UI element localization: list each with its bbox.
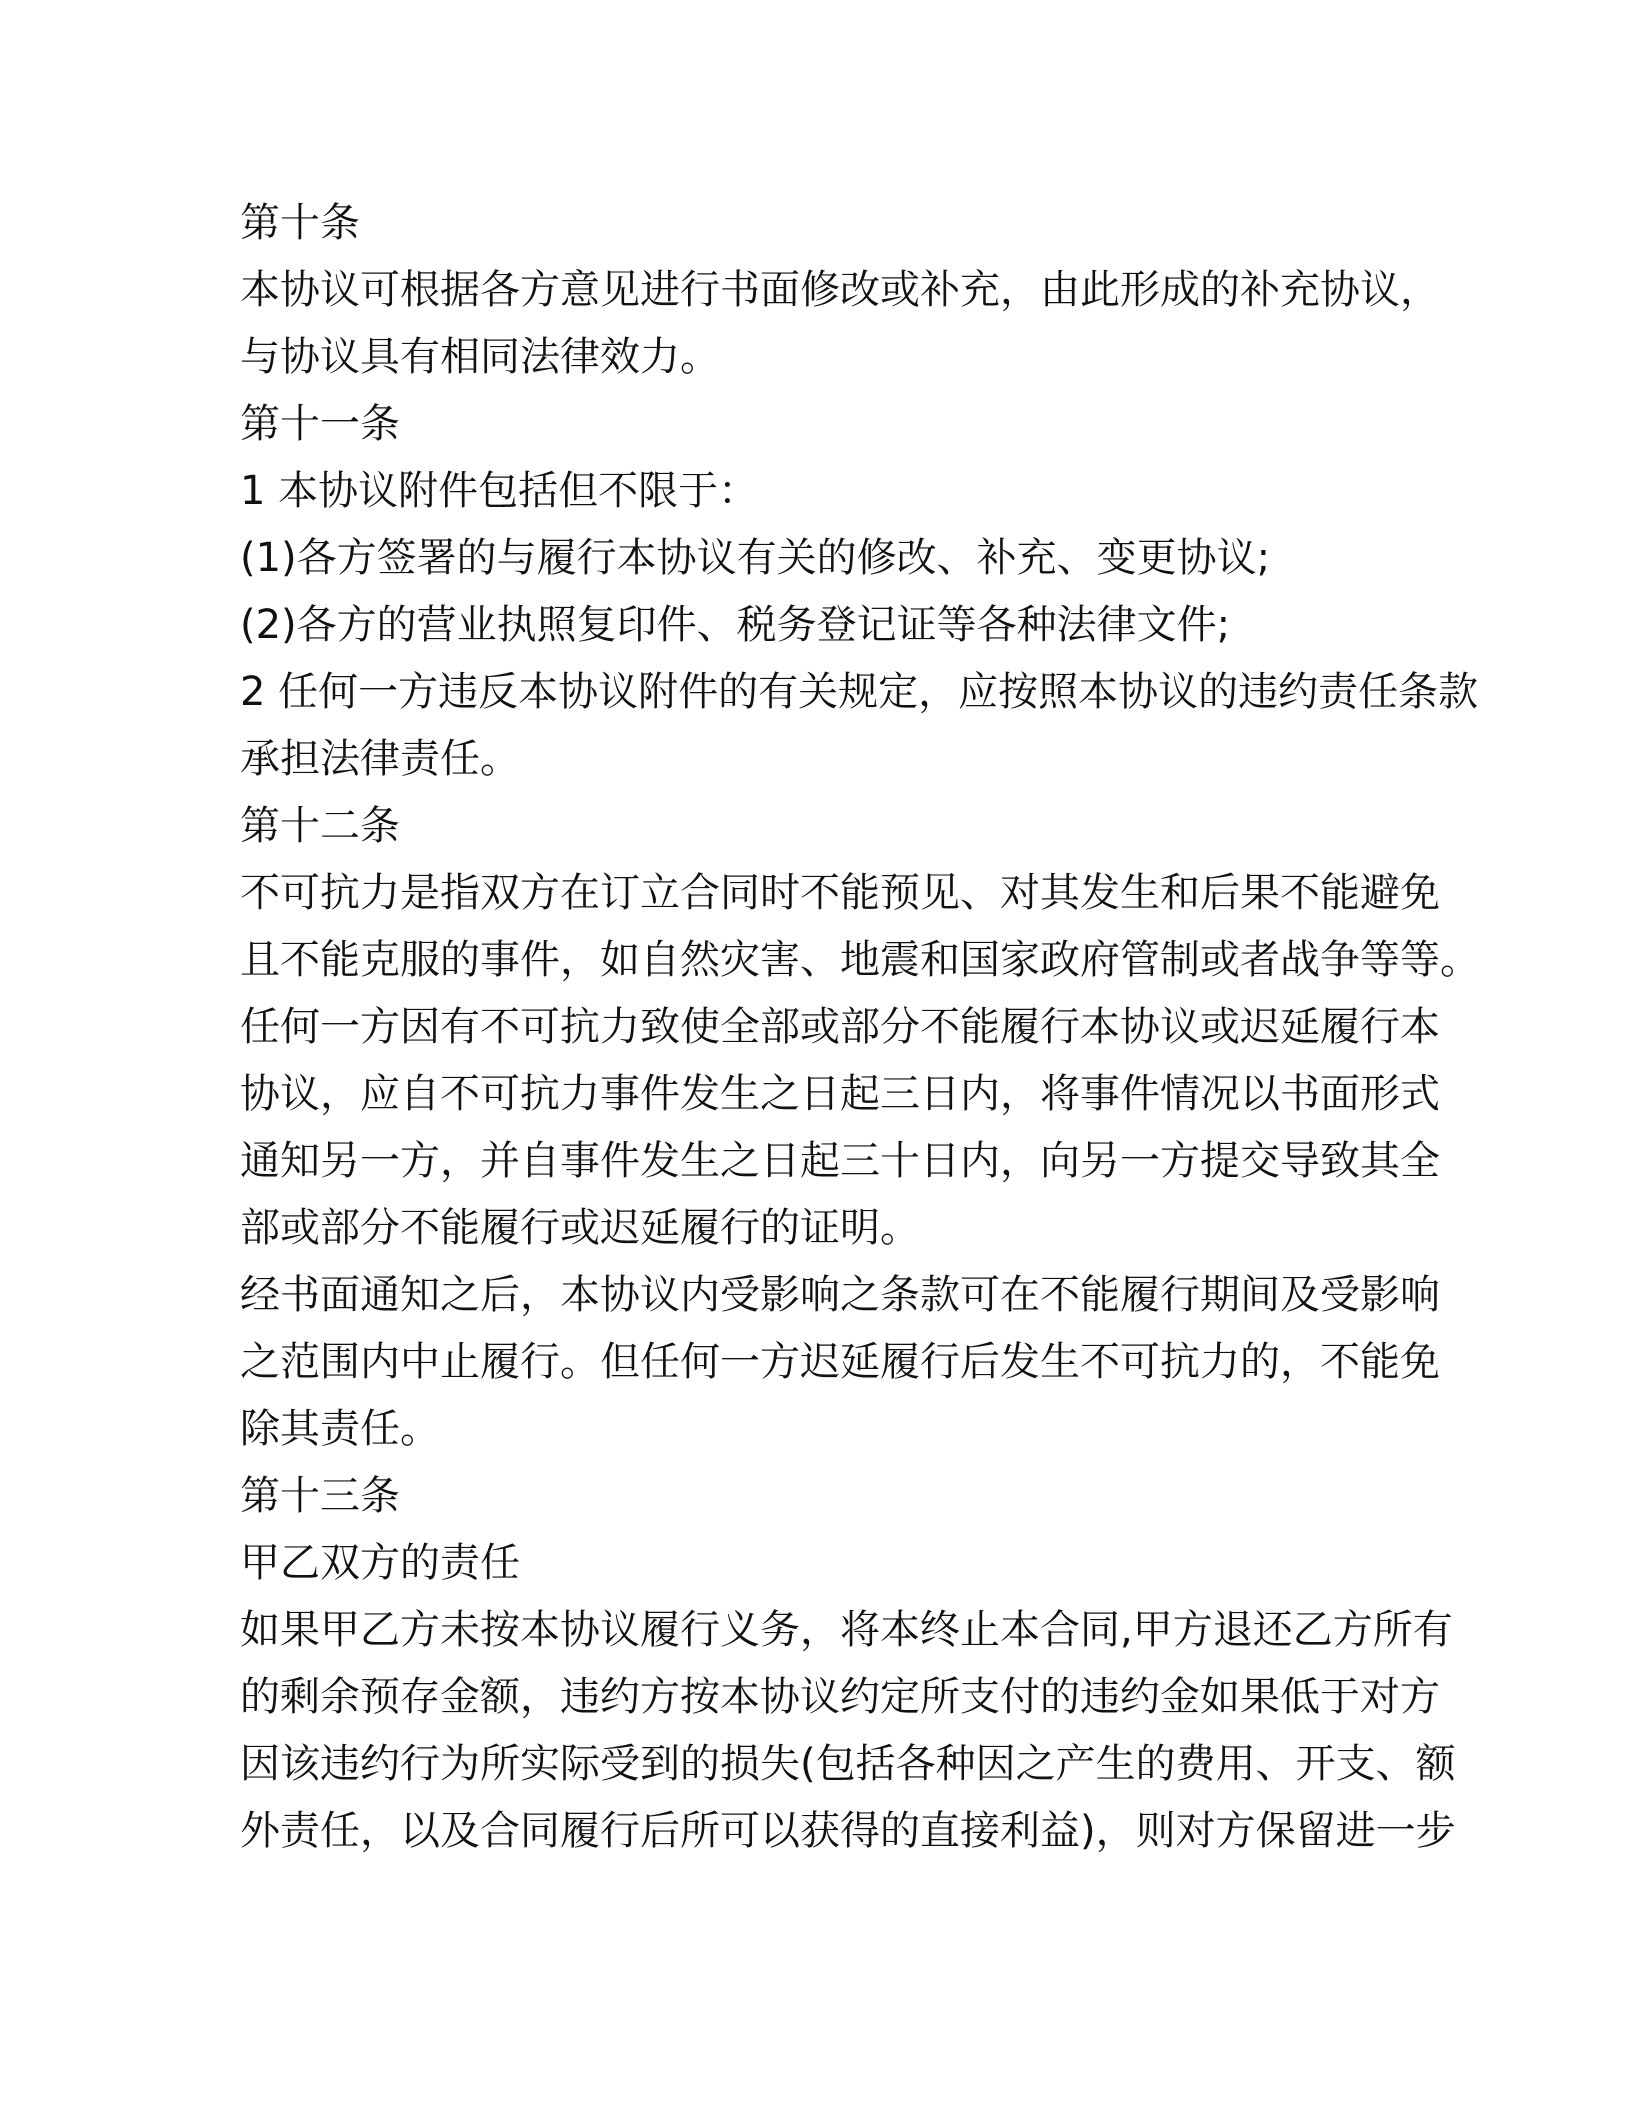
paragraph-line: 1 本协议附件包括但不限于： (240, 468, 759, 514)
paragraph-line: 除其责任。 (240, 1406, 440, 1452)
paragraph-line: 的剩余预存金额，违约方按本协议约定所支付的违约金如果低于对方 (240, 1674, 1440, 1720)
paragraph-line: 通知另一方，并自事件发生之日起三十日内，向另一方提交导致其全 (240, 1138, 1440, 1184)
paragraph-line: 因该违约行为所实际受到的损失(包括各种因之产生的费用、开支、额 (240, 1741, 1456, 1787)
paragraph-line: 与协议具有相同法律效力。 (240, 334, 720, 380)
subheading-responsibilities: 甲乙双方的责任 (240, 1540, 520, 1586)
document-page (240, 190, 1480, 1865)
paragraph-line: 承担法律责任。 (240, 736, 520, 782)
paragraph-line: (2)各方的营业执照复印件、税务登记证等各种法律文件; (240, 602, 1231, 648)
paragraph-line: 如果甲乙方未按本协议履行义务，将本终止本合同,甲方退还乙方所有 (240, 1607, 1453, 1653)
article-12-heading: 第十二条 (240, 803, 400, 849)
paragraph-line: 部或部分不能履行或迟延履行的证明。 (240, 1205, 920, 1251)
paragraph-line: 不可抗力是指双方在订立合同时不能预见、对其发生和后果不能避免 (240, 870, 1440, 916)
article-10-heading: 第十条 (240, 200, 360, 246)
paragraph-line: 外责任，以及合同履行后所可以获得的直接利益)，则对方保留进一步 (240, 1808, 1456, 1854)
article-11-heading: 第十一条 (240, 401, 400, 447)
paragraph-line: 本协议可根据各方意见进行书面修改或补充，由此形成的补充协议， (240, 267, 1440, 313)
paragraph-line: 经书面通知之后，本协议内受影响之条款可在不能履行期间及受影响 (240, 1272, 1440, 1318)
paragraph-line: 且不能克服的事件，如自然灾害、地震和国家政府管制或者战争等等。 (240, 937, 1480, 983)
paragraph-line: 任何一方因有不可抗力致使全部或部分不能履行本协议或迟延履行本 (240, 1004, 1440, 1050)
paragraph-line: 协议，应自不可抗力事件发生之日起三日内，将事件情况以书面形式 (240, 1071, 1440, 1117)
article-13-heading: 第十三条 (240, 1473, 400, 1519)
paragraph-line: 之范围内中止履行。但任何一方迟延履行后发生不可抗力的，不能免 (240, 1339, 1440, 1385)
paragraph-line: (1)各方签署的与履行本协议有关的修改、补充、变更协议; (240, 535, 1271, 581)
paragraph-line: 2 任何一方违反本协议附件的有关规定，应按照本协议的违约责任条款 (240, 669, 1479, 715)
